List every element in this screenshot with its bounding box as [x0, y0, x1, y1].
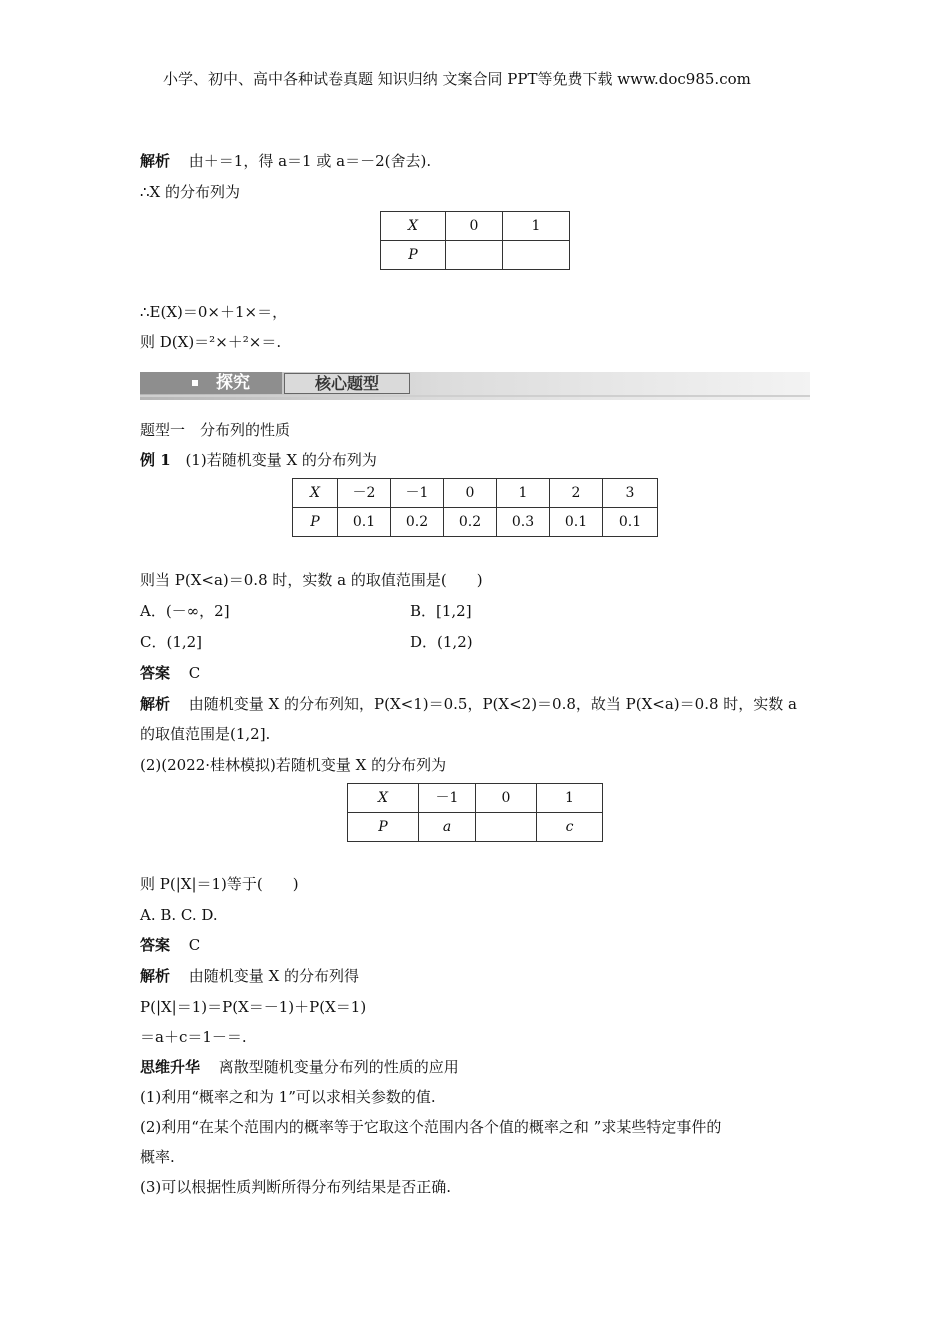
q2-question: 则 P(|X|＝1)等于( ) — [140, 875, 299, 893]
section-banner — [140, 372, 810, 400]
table-cell: －1 — [391, 479, 444, 508]
prev-analysis-line — [140, 151, 431, 171]
summary-title: 离散型随机变量分布列的性质的应用 — [218, 1058, 459, 1076]
answer-label: 答案 — [140, 936, 171, 954]
answer2-line — [140, 935, 200, 955]
banner-explore — [140, 372, 282, 394]
option-b: B．[1,2] — [410, 602, 472, 620]
q1-question: 则当 P(X<a)＝0.8 时，实数 a 的取值范围是( ) — [140, 571, 483, 589]
analysis2-line3: ＝a＋c＝1－＝. — [140, 1028, 247, 1046]
banner-core-types: 核心题型 — [284, 373, 410, 394]
table-row — [348, 813, 603, 842]
summary-item-1: (1)利用“概率之和为 1”可以求相关参数的值. — [140, 1088, 436, 1106]
example1-distribution-table — [292, 478, 658, 537]
table-cell: 1 — [503, 212, 570, 241]
table-cell: P — [348, 813, 419, 842]
table-cell: －1 — [419, 784, 476, 813]
answer-value: C — [188, 936, 201, 954]
summary-item-3: (3)可以根据性质判断所得分布列结果是否正确. — [140, 1178, 452, 1196]
analysis-text: 由随机变量 X 的分布列知，P(X<1)＝0.5，P(X<2)＝0.8，故当 P(X<a)＝0.8 时，实数 a — [188, 695, 797, 713]
table-cell: 0 — [444, 479, 497, 508]
q2-options: A. B. C. D. — [140, 906, 218, 924]
analysis2-line1 — [140, 966, 359, 986]
analysis-label: 解析 — [140, 152, 171, 170]
summary-label: 思维升华 — [140, 1058, 201, 1076]
example2-distribution-table — [347, 783, 603, 842]
expectation-line: ∴E(X)＝0×＋1×＝， — [140, 303, 288, 321]
dist-intro: ∴X 的分布列为 — [140, 183, 240, 201]
table-cell: 0.1 — [550, 508, 603, 537]
q1-intro: (1)若随机变量 X 的分布列为 — [185, 451, 377, 469]
table-cell: 0.2 — [391, 508, 444, 537]
table-cell: 0.2 — [444, 508, 497, 537]
analysis1-line1 — [140, 694, 797, 714]
banner-divider — [140, 395, 810, 397]
table-cell — [446, 241, 503, 270]
table-row — [381, 212, 570, 241]
option-c: C．(1,2] — [140, 633, 203, 651]
option-d: D．(1,2) — [410, 633, 473, 651]
summary-item-2-line2: 概率. — [140, 1148, 175, 1166]
analysis2-line2: P(|X|＝1)＝P(X＝－1)＋P(X＝1) — [140, 998, 367, 1016]
table-cell — [503, 241, 570, 270]
variance-line: 则 D(X)＝²×＋²×＝. — [140, 333, 282, 351]
table-cell: 1 — [537, 784, 603, 813]
analysis-label: 解析 — [140, 695, 171, 713]
analysis-label: 解析 — [140, 967, 171, 985]
analysis-text: 由随机变量 X 的分布列得 — [188, 967, 360, 985]
table-cell: P — [381, 241, 446, 270]
table-cell: X — [293, 479, 338, 508]
topic-title: 题型一 分布列的性质 — [140, 421, 291, 439]
table-cell: 3 — [603, 479, 658, 508]
summary-item-2-line1: (2)利用“在某个范围内的概率等于它取这个范围内各个值的概率之和 ”求某些特定事件的 — [140, 1118, 722, 1136]
prev-distribution-table — [380, 211, 570, 270]
table-cell: X — [381, 212, 446, 241]
table-cell: 0.1 — [603, 508, 658, 537]
table-row — [381, 241, 570, 270]
table-cell: c — [537, 813, 603, 842]
page-header: 小学、初中、高中各种试卷真题 知识归纳 文案合同 PPT等免费下载 www.doc985.com — [163, 70, 751, 88]
summary-heading — [140, 1057, 459, 1077]
table-cell: 0.1 — [338, 508, 391, 537]
table-cell: －2 — [338, 479, 391, 508]
answer-value: C — [188, 664, 201, 682]
table-cell: a — [419, 813, 476, 842]
answer-label: 答案 — [140, 664, 171, 682]
table-cell — [476, 813, 537, 842]
table-row — [293, 508, 658, 537]
table-cell: 0 — [476, 784, 537, 813]
example-label: 例 1 — [140, 451, 171, 469]
analysis-text: 由＋＝1，得 a＝1 或 a＝－2(舍去). — [188, 152, 432, 170]
table-cell: 2 — [550, 479, 603, 508]
table-cell: 1 — [497, 479, 550, 508]
table-cell: 0.3 — [497, 508, 550, 537]
q2-intro: (2)(2022·桂林模拟)若随机变量 X 的分布列为 — [140, 756, 447, 774]
analysis1-line2: 的取值范围是(1,2]. — [140, 725, 271, 743]
banner-explore-label: 探究 — [216, 373, 250, 393]
answer1-line — [140, 663, 200, 683]
table-cell: X — [348, 784, 419, 813]
table-cell: 0 — [446, 212, 503, 241]
table-row — [348, 784, 603, 813]
table-cell: P — [293, 508, 338, 537]
option-a: A．(－∞，2] — [140, 602, 230, 620]
example1-intro — [140, 450, 377, 470]
square-bullet-icon — [192, 380, 198, 386]
table-row — [293, 479, 658, 508]
